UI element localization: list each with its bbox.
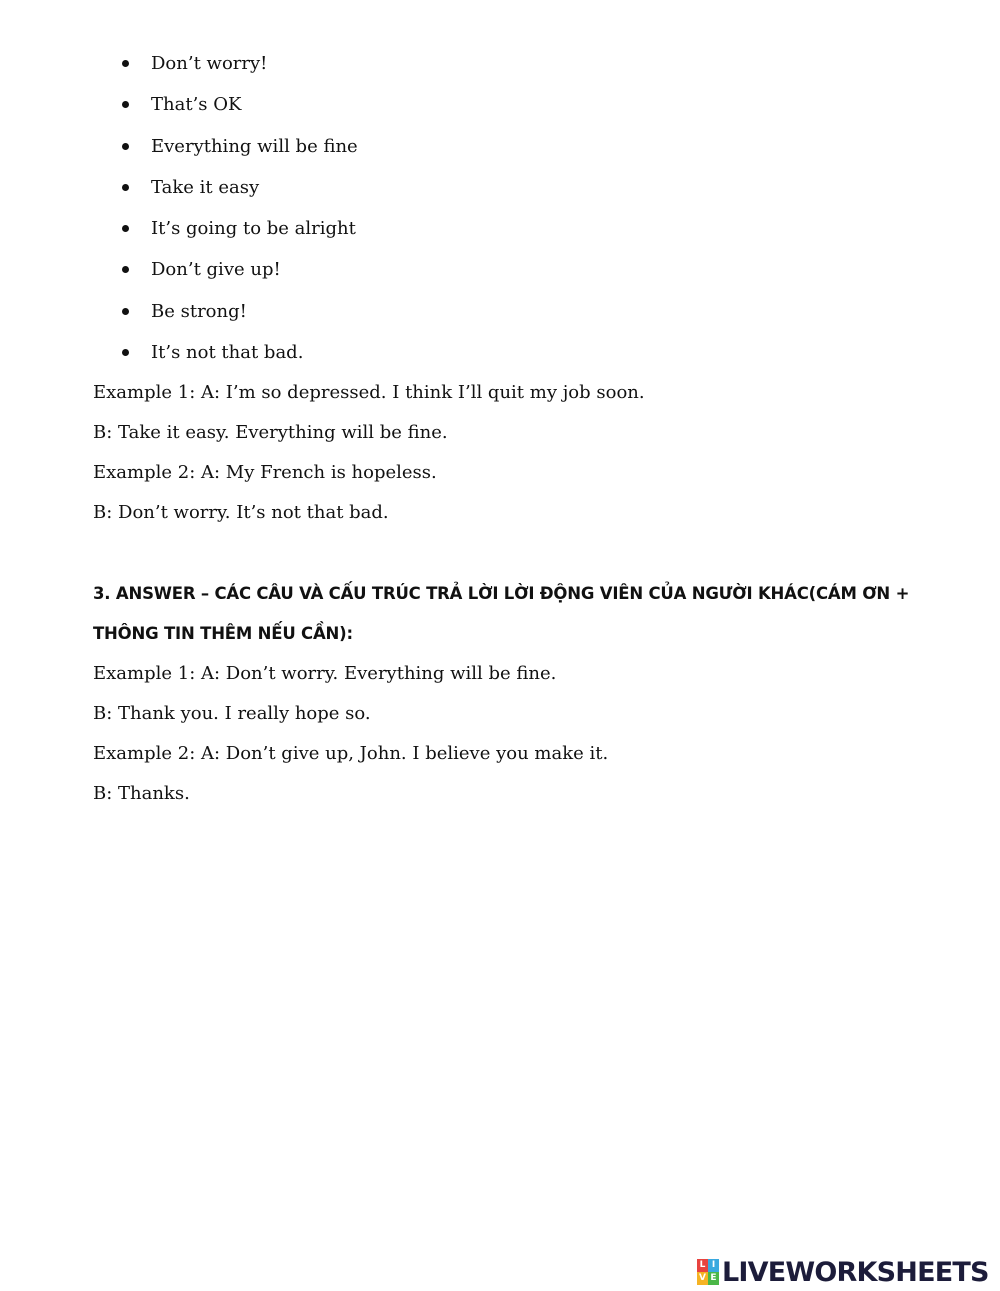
example-line: B: Take it easy. Everything will be fine. — [93, 422, 448, 443]
liveworksheets-logo — [697, 1256, 989, 1288]
list-item: It’s going to be alright — [120, 215, 358, 256]
bullet-icon — [122, 225, 129, 232]
list-item: Don’t worry! — [120, 50, 358, 91]
example-line: B: Don’t worry. It’s not that bad. — [93, 502, 389, 523]
example-line: Example 2: A: My French is hopeless. — [93, 462, 437, 483]
bullet-icon — [122, 101, 129, 108]
bullet-icon — [122, 60, 129, 67]
example-line: Example 1: A: I’m so depressed. I think I’ll quit my job soon. — [93, 382, 645, 403]
list-item: Don’t give up! — [120, 256, 358, 297]
logo-mark-letter: L — [697, 1259, 708, 1272]
bullet-icon — [122, 308, 129, 315]
bullet-icon — [122, 143, 129, 150]
list-item: It’s not that bad. — [120, 339, 358, 380]
list-item: Be strong! — [120, 298, 358, 339]
example-line: B: Thank you. I really hope so. — [93, 703, 371, 724]
logo-mark-letter: I — [708, 1259, 719, 1272]
logo-text: LIVEWORKSHEETS — [722, 1256, 989, 1288]
example-line: B: Thanks. — [93, 783, 190, 804]
list-item: That’s OK — [120, 91, 358, 132]
logo-mark-letter: E — [708, 1272, 719, 1285]
bullet-icon — [122, 349, 129, 356]
liveworksheets-logo-icon — [697, 1259, 719, 1285]
example-line: Example 1: A: Don’t worry. Everything will be fine. — [93, 663, 557, 684]
encouragement-phrases-list — [120, 50, 358, 380]
bullet-icon — [122, 266, 129, 273]
bullet-icon — [122, 184, 129, 191]
section-heading-line-1: 3. ANSWER – CÁC CÂU VÀ CẤU TRÚC TRẢ LỜI LỜI ĐỘNG VIÊN CỦA NGƯỜI KHÁC(CÁM ƠN + — [93, 584, 910, 603]
example-line: Example 2: A: Don’t give up, John. I believe you make it. — [93, 743, 609, 764]
section-heading-line-2: THÔNG TIN THÊM NẾU CẦN): — [93, 624, 353, 643]
list-item: Everything will be fine — [120, 133, 358, 174]
logo-mark-letter: V — [697, 1272, 708, 1285]
list-item: Take it easy — [120, 174, 358, 215]
